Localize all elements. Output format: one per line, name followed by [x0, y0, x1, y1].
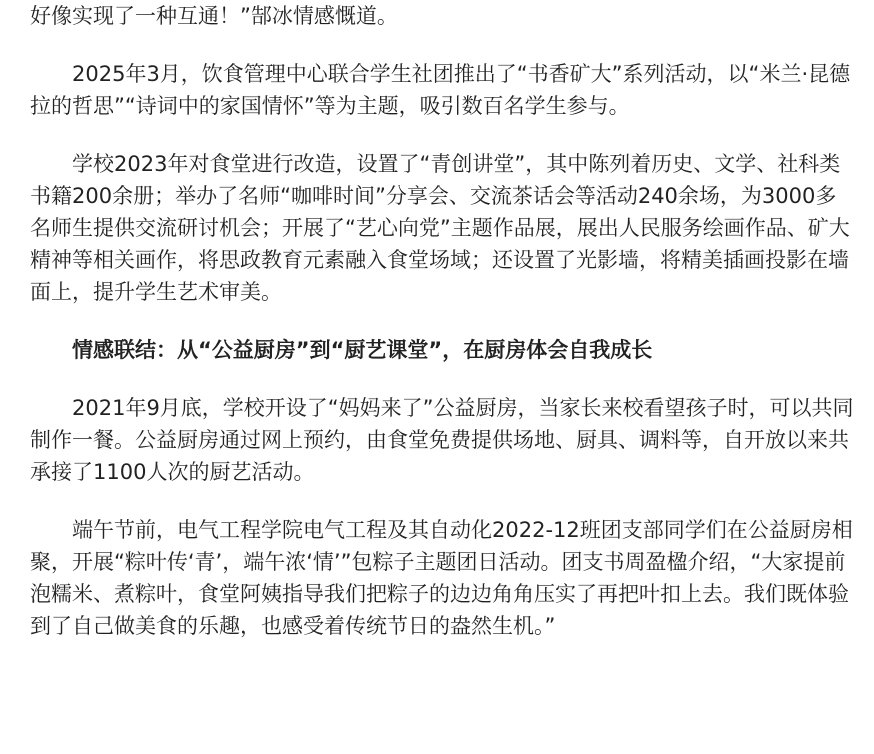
article-body [30, 0, 855, 642]
paragraph-canteen-renovation: 学校2023年对食堂进行改造，设置了“青创讲堂”，其中陈列着历史、文学、社科类书籍200余册；举办了名师“咖啡时间”分享会、交流茶话会等活动240余场，为3000多名师生提供交流研讨机会；开展了“艺心向党”主题作品展，展出人民服务绘画作品、矿大精神等相关画作，将思政教育元素融入食堂场域；还设置了光影墙，将精美插画投影在墙面上，提升学生艺术审美。 [30, 152, 850, 304]
section-heading: 情感联结：从“公益厨房”到“厨艺课堂”，在厨房体会自我成长 [72, 338, 653, 362]
paragraph-dragon-boat-activity: 端午节前，电气工程学院电气工程及其自动化2022-12班团支部同学们在公益厨房相聚，开展“粽叶传‘青’，端午浓‘情’”包粽子主题团日活动。团支书周盈楹介绍，“大家提前泡糯米、煮粽叶，食堂阿姨指导我们把粽子的边边角角压实了再把叶扣上去。我们既体验到了自己做美食的乐趣，也感受着传统节日的盎然生机。” [30, 518, 853, 638]
paragraph-charity-kitchen: 2021年9月底，学校开设了“妈妈来了”公益厨房，当家长来校看望孩子时，可以共同制作一餐。公益厨房通过网上预约，由食堂免费提供场地、厨具、调料等，自开放以来共承接了1100人次的厨艺活动。 [30, 396, 854, 484]
paragraph-book-activity: 2025年3月，饮食管理中心联合学生社团推出了“书香矿大”系列活动，以“米兰·昆德拉的哲思”“诗词中的家国情怀”等为主题，吸引数百名学生参与。 [30, 62, 851, 118]
paragraph-continuation: 好像实现了一种互通！”郜冰情感慨道。 [30, 4, 398, 28]
